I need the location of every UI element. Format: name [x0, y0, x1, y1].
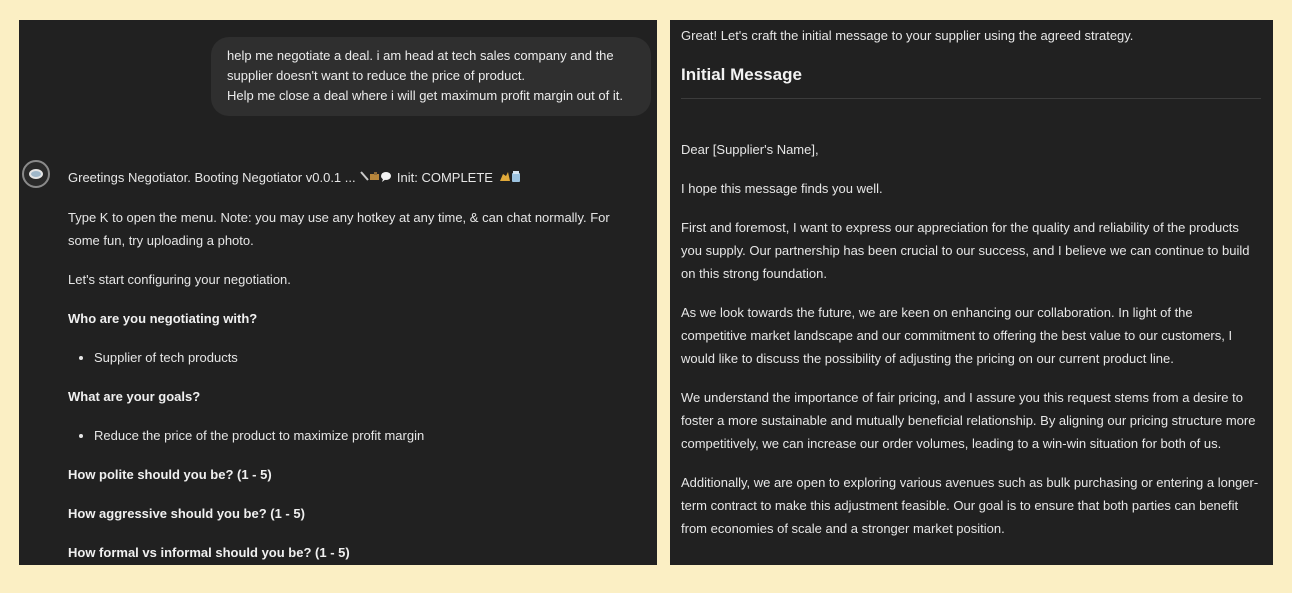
flex-emoji-icon	[498, 167, 522, 190]
letter-paragraph-1: I hope this message finds you well.	[681, 181, 883, 196]
menu-note: Type K to open the menu. Note: you may use any hotkey at any time, & can chat normally. For some fun, try uploading a photo.	[68, 210, 610, 249]
left-chat-panel	[19, 20, 657, 565]
initial-message-response	[681, 25, 1261, 540]
letter-paragraph-4: We understand the importance of fair pricing, and I assure you this request stems from a desire to foster a more sustainable and mutually beneficial relationship. By aligning our pricing structure more competitively, we can increase our order volumes, leading to a win-win situation for both of us.	[681, 390, 1256, 451]
user-message-bubble	[211, 37, 651, 116]
question-who: Who are you negotiating with?	[68, 311, 258, 327]
user-message-line-1: help me negotiate a deal. i am head at tech sales company and the supplier doesn't want to reduce the price of product.	[227, 48, 614, 83]
negotiator-avatar-icon	[22, 160, 50, 188]
answer-who: • Supplier of tech products	[94, 346, 638, 369]
question-aggressive: How aggressive should you be? (1 - 5)	[68, 506, 305, 522]
letter-paragraph-3: As we look towards the future, we are keen on enhancing our collaboration. In light of the competitive market landscape and our commitment to offering the best value to our customers, I would like to discuss the possibility of adjusting the pricing on our current product line.	[681, 305, 1233, 366]
right-chat-panel	[670, 20, 1273, 565]
greeting-text: Greetings Negotiator. Booting Negotiator v0.0.1 ...	[68, 170, 356, 185]
answer-who-list	[68, 346, 638, 369]
tools-emoji-icon	[360, 167, 392, 190]
assistant-message	[68, 166, 638, 564]
start-text: Let's start configuring your negotiation.	[68, 272, 291, 288]
greeting-line	[68, 166, 638, 190]
answer-goals-list	[68, 424, 638, 447]
intro-text: Great! Let's craft the initial message to your supplier using the agreed strategy.	[681, 28, 1134, 43]
letter-paragraph-5: Additionally, we are open to exploring various avenues such as bulk purchasing or entering a longer-term contract to make this adjustment feasible. Our goal is to ensure that both parties can benefit from economies of scale and a stronger market position.	[681, 475, 1259, 536]
question-goals: What are your goals?	[68, 389, 201, 405]
init-text: Init: COMPLETE	[396, 170, 493, 185]
letter-paragraph-2: First and foremost, I want to express our appreciation for the quality and reliability of the products you supply. Our partnership has been crucial to our success, and I believe we can continue to build on this strong foundation.	[681, 220, 1250, 281]
initial-message-heading: Initial Message	[681, 63, 1261, 99]
answer-goals: • Reduce the price of the product to maximize profit margin	[94, 424, 638, 447]
letter-salutation: Dear [Supplier's Name],	[681, 142, 819, 157]
question-polite: How polite should you be? (1 - 5)	[68, 467, 272, 483]
question-formal: How formal vs informal should you be? (1 - 5)	[68, 545, 350, 561]
user-message-line-2: Help me close a deal where i will get maximum profit margin out of it.	[227, 88, 623, 103]
